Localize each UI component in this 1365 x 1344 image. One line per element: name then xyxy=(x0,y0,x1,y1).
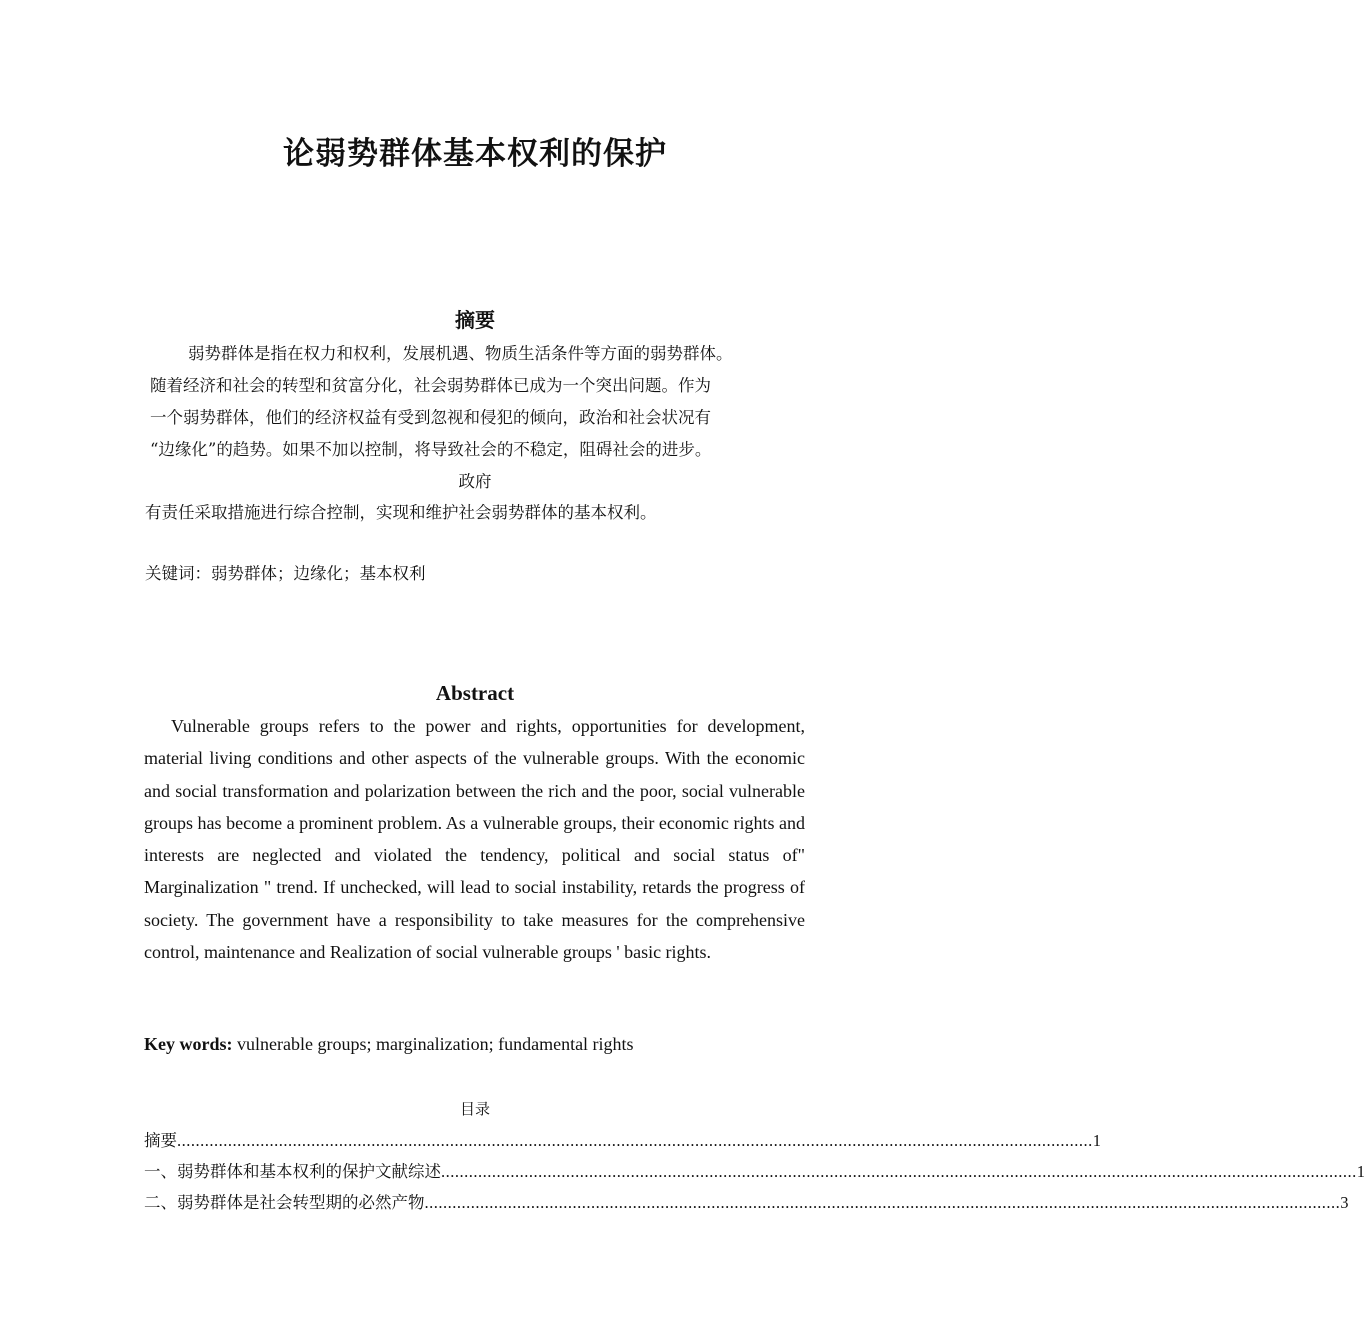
keywords-cn: 关键词：弱势群体；边缘化；基本权利 xyxy=(145,564,426,583)
toc-leader-dots: ...................................................................................................................................................................................................... xyxy=(177,1131,1093,1150)
keywords-en-values: vulnerable groups; marginalization; fundamental rights xyxy=(232,1034,634,1054)
abstract-cn-line-4: “边缘化”的趋势。如果不加以控制，将导致社会的不稳定，阻碍社会的进步。 xyxy=(150,440,712,459)
abstract-en-body: Vulnerable groups refers to the power and rights, opportunities for development, material living conditions and other aspects of the vulnerable groups. With the economic and social transformation and polarization between the rich and the poor, social vulnerable groups has become a prominent problem. As a vulnerable groups, their economic rights and interests are neglected and violated the tendency, political and social status of" Marginalization " trend. If unchecked, will lead to social instability, retards the progress of society. The government have a responsibility to take measures for the comprehensive control, maintenance and Realization of social vulnerable groups ' basic rights. xyxy=(144,716,805,963)
abstract-cn-line-6: 有责任采取措施进行综合控制，实现和维护社会弱势群体的基本权利。 xyxy=(145,503,657,522)
toc-leader-dots: ...................................................................................................................................................................................................... xyxy=(424,1193,1341,1212)
keywords-en xyxy=(144,1034,634,1055)
toc-entry-page: 1 xyxy=(1356,1162,1365,1181)
abstract-cn-line-1: 弱势群体是指在权力和权利，发展机遇、物质生活条件等方面的弱势群体。 xyxy=(188,344,733,363)
toc-entry-label: 一、弱势群体和基本权利的保护文献综述 xyxy=(144,1162,441,1181)
abstract-cn-line-2: 随着经济和社会的转型和贫富分化，社会弱势群体已成为一个突出问题。作为 xyxy=(150,376,711,395)
toc-entry-label: 摘要 xyxy=(144,1131,177,1150)
toc-entry-page: 3 xyxy=(1340,1193,1349,1212)
toc-entry-section-1[interactable] xyxy=(144,1158,1365,1182)
document-title: 论弱势群体基本权利的保护 xyxy=(283,136,667,172)
abstract-en-heading: Abstract xyxy=(435,681,515,705)
abstract-cn-heading: 摘要 xyxy=(455,308,495,332)
abstract-cn-line-3: 一个弱势群体，他们的经济权益有受到忽视和侵犯的倾向，政治和社会状况有 xyxy=(150,408,711,427)
toc-entry-page: 1 xyxy=(1092,1131,1101,1150)
toc-leader-dots: ...................................................................................................................................................................................................... xyxy=(441,1162,1357,1181)
keywords-en-label: Key words: xyxy=(144,1034,233,1054)
toc-entry-section-2[interactable] xyxy=(144,1189,1349,1213)
toc-entry-label: 二、弱势群体是社会转型期的必然产物 xyxy=(144,1193,425,1212)
abstract-cn-line-5: 政府 xyxy=(458,472,492,491)
toc-entry-abstract[interactable] xyxy=(144,1127,1101,1151)
toc-title: 目录 xyxy=(459,1100,490,1118)
